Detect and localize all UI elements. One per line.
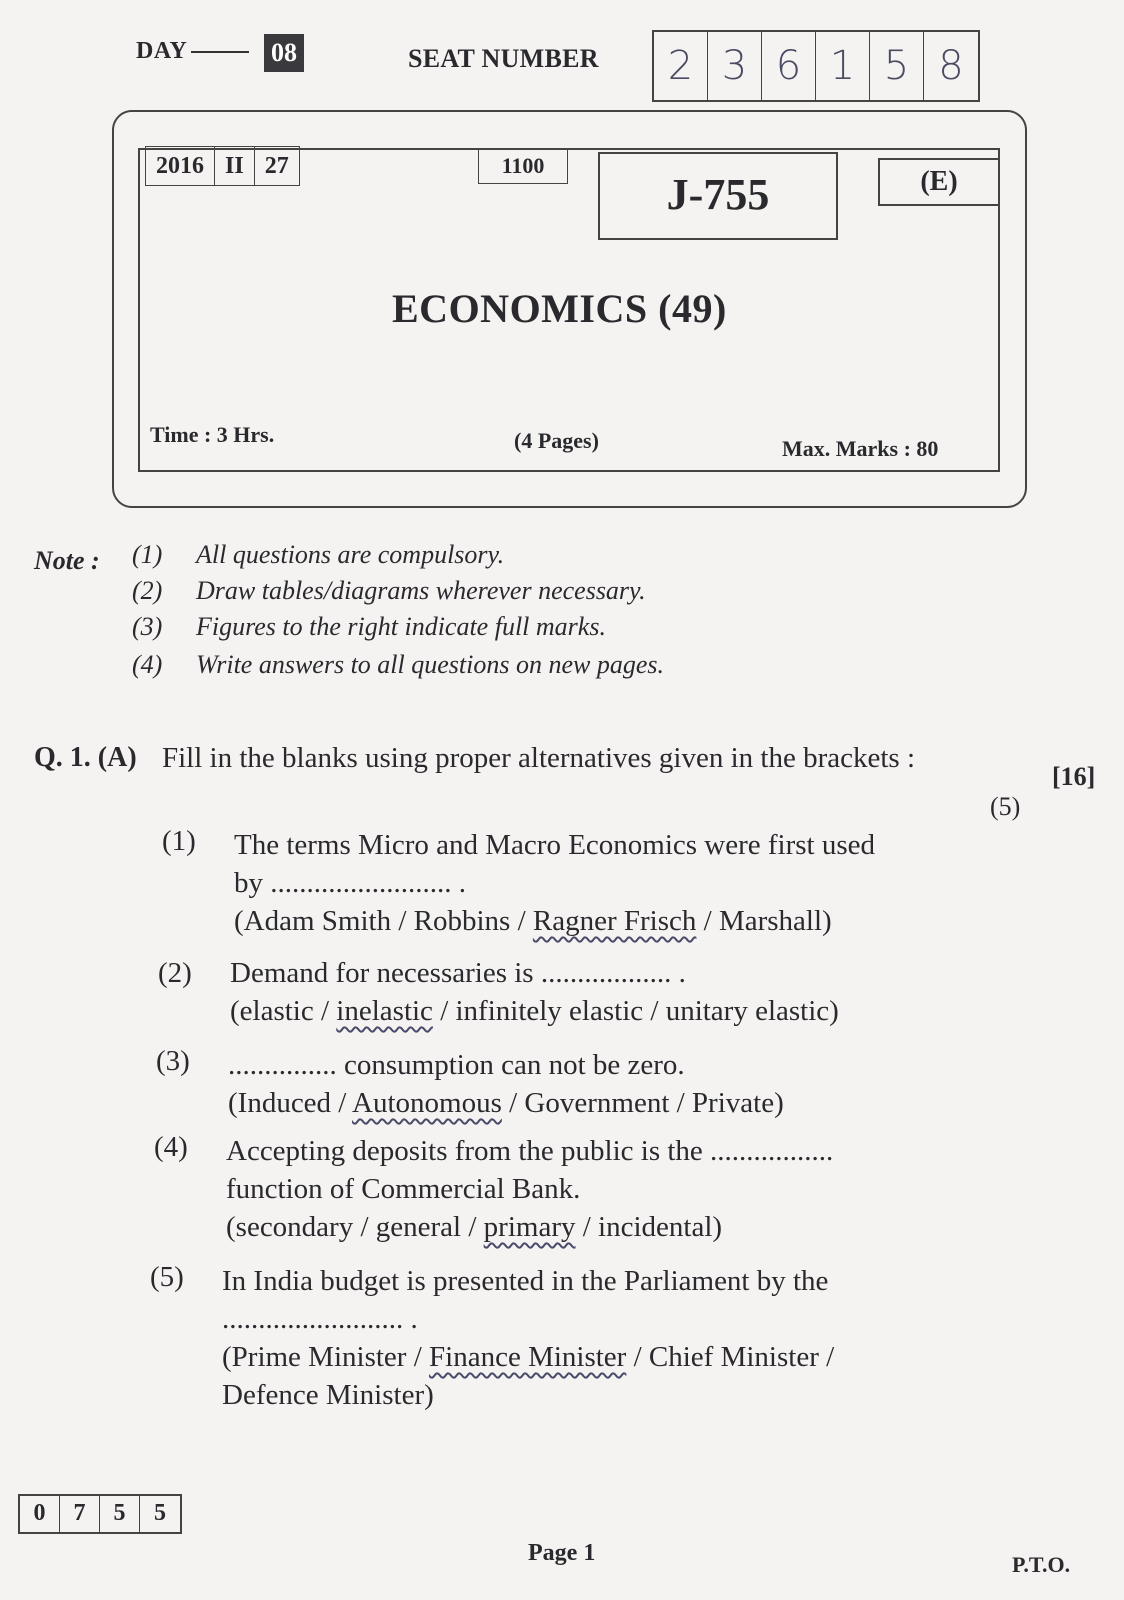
note-item: (3) Figures to the right indicate full marks. [132, 612, 606, 641]
page-count: (4 Pages) [514, 428, 599, 453]
item-text: ......................... . [222, 1303, 418, 1335]
question-heading: Q. 1. (A) [34, 742, 137, 773]
marked-answer: Ragner Frisch [532, 905, 697, 937]
item-text: Demand for necessaries is .................. . [230, 957, 686, 989]
item-number: (3) [156, 1045, 190, 1077]
paper-time-code: 1100 [478, 148, 568, 184]
question-total-marks: [16] [1052, 762, 1096, 791]
day-label: DAY [136, 38, 255, 65]
paper-code-boxes [18, 1494, 182, 1534]
marked-answer: inelastic [336, 995, 433, 1027]
paper-term: II [215, 147, 255, 185]
question-instruction: Fill in the blanks using proper alternatives given in the brackets : [162, 742, 916, 774]
item-text: Accepting deposits from the public is the ................. [226, 1135, 834, 1167]
paper-medium: (E) [878, 158, 1000, 206]
paper-date: 27 [264, 153, 289, 179]
exam-duration: Time : 3 Hrs. [150, 422, 275, 447]
item-options: (Adam Smith / Robbins / Ragner Frisch / Marshall) [234, 905, 832, 937]
seat-digit: 6 [762, 32, 816, 100]
seat-number-label: SEAT NUMBER [408, 44, 599, 73]
page-number: Page 1 [528, 1540, 596, 1566]
paper-date-strip [145, 146, 300, 186]
item-options: (Prime Minister / Finance Minister / Chief Minister / [222, 1341, 835, 1373]
note-item: (4) Write answers to all questions on new pages. [132, 650, 664, 679]
code-digit: 5 [154, 1500, 166, 1526]
item-text: In India budget is presented in the Parliament by the [222, 1265, 829, 1297]
marked-answer: primary [483, 1211, 576, 1243]
day-number: 08 [264, 34, 304, 72]
seat-digit: 8 [938, 43, 964, 89]
code-digit: 0 [20, 1496, 60, 1532]
item-text: ............... consumption can not be zero. [228, 1049, 685, 1081]
item-number: (1) [162, 825, 196, 857]
item-text: by ......................... . [234, 867, 466, 899]
item-options: (secondary / general / primary / incidental) [226, 1211, 723, 1243]
note-label: Note : [34, 546, 100, 575]
code-digit: 7 [60, 1496, 100, 1532]
note-item: (2) Draw tables/diagrams wherever necessary. [132, 576, 646, 605]
note-item: (1) All questions are compulsory. [132, 540, 505, 569]
item-number: (2) [158, 957, 192, 989]
seat-digit: 1 [816, 32, 870, 100]
item-options: (Induced / Autonomous / Government / Private) [228, 1087, 784, 1119]
item-options: (elastic / inelastic / infinitely elastic / unitary elastic) [230, 995, 839, 1027]
item-number: (4) [154, 1131, 188, 1163]
seat-number-boxes [652, 30, 980, 102]
subject-title: ECONOMICS (49) [392, 286, 727, 331]
seat-digit: 2 [654, 32, 708, 100]
item-options: Defence Minister) [222, 1379, 434, 1411]
section-marks: (5) [990, 792, 1021, 821]
please-turn-over: P.T.O. [1012, 1552, 1071, 1577]
day-dash [191, 51, 249, 53]
max-marks: Max. Marks : 80 [782, 436, 939, 461]
item-text: function of Commercial Bank. [226, 1173, 581, 1205]
marked-answer: Finance Minister [429, 1341, 627, 1373]
paper-code: J-755 [598, 152, 838, 240]
item-text: The terms Micro and Macro Economics were first used [234, 829, 876, 861]
code-digit: 5 [100, 1496, 140, 1532]
paper-year: 2016 [146, 147, 215, 185]
marked-answer: Autonomous [352, 1087, 502, 1119]
seat-digit: 5 [870, 32, 924, 100]
item-number: (5) [150, 1261, 184, 1293]
seat-digit: 3 [708, 32, 762, 100]
